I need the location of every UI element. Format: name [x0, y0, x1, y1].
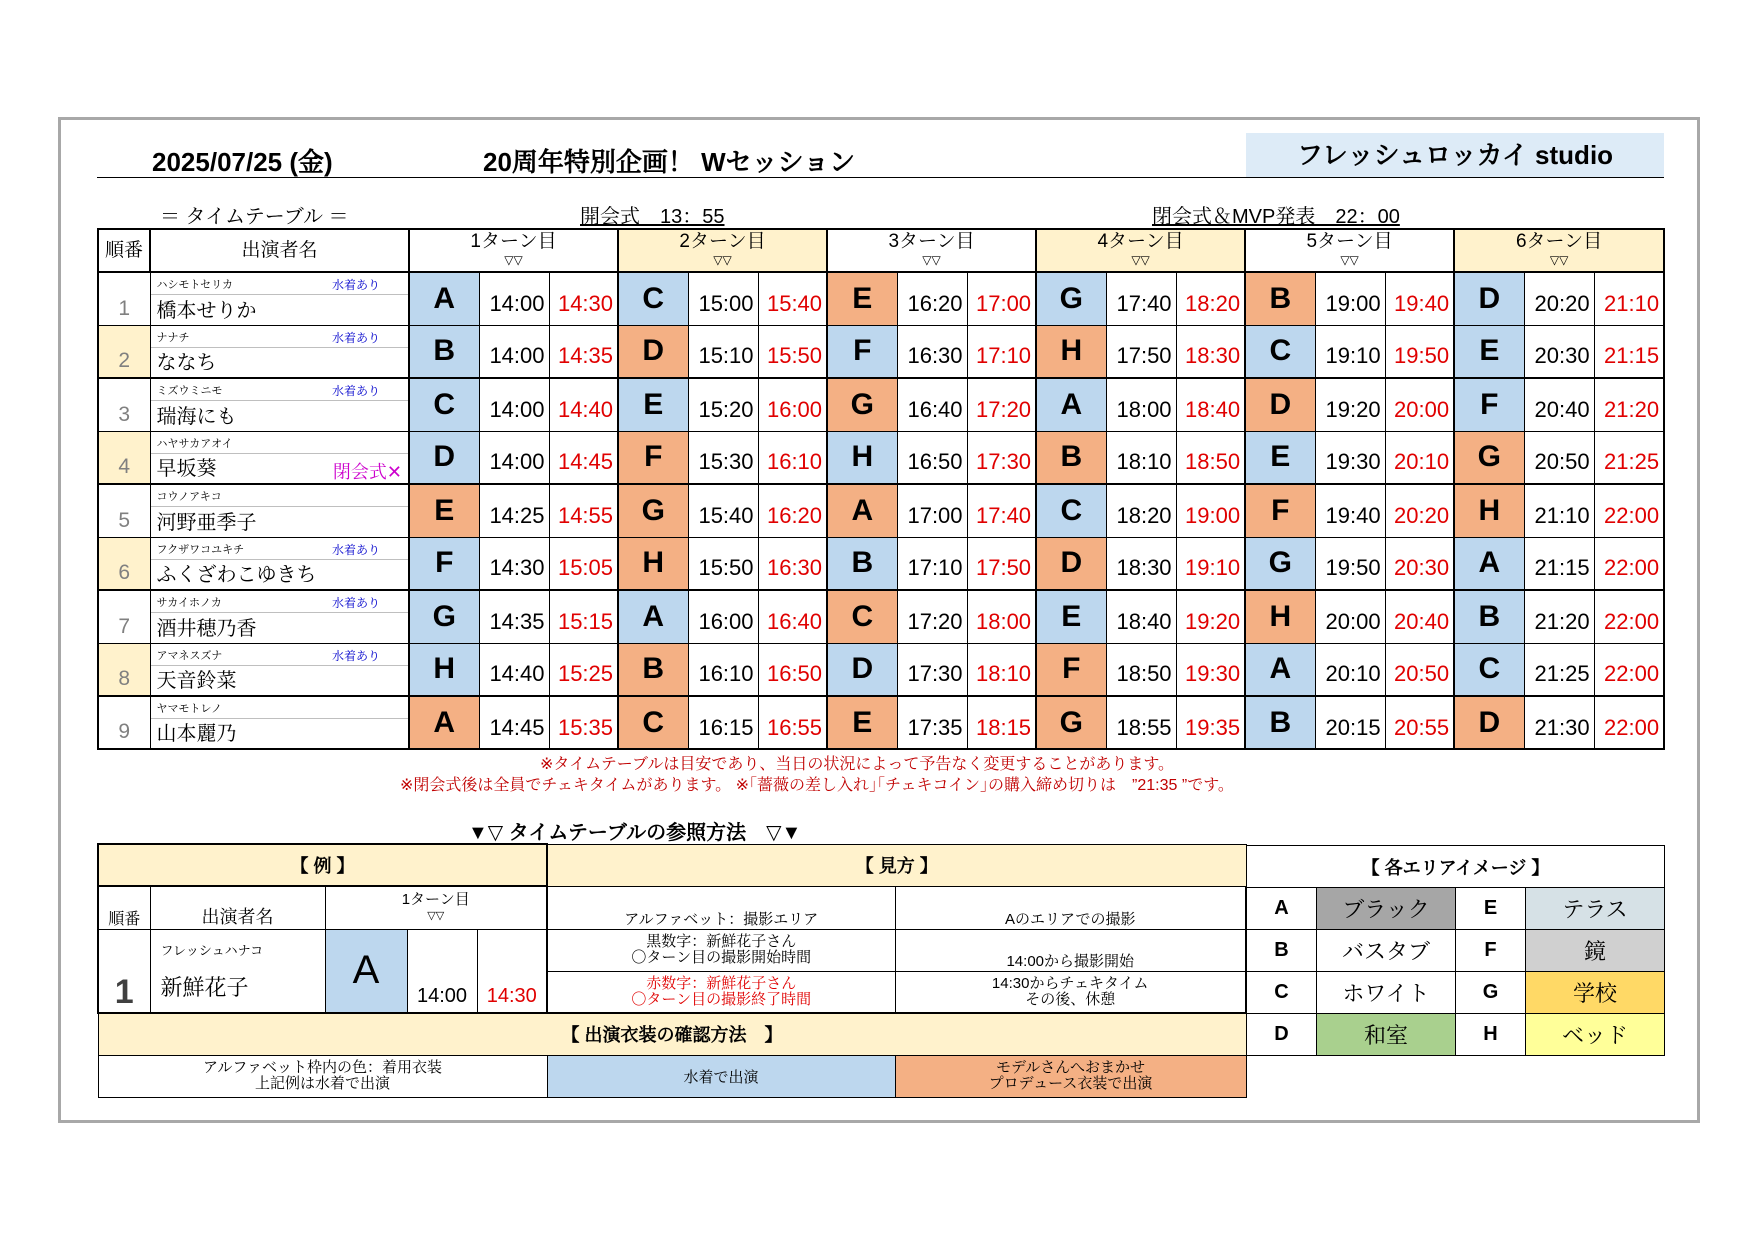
performer-name: 天音鈴菜 — [156, 670, 237, 692]
area-table — [1246, 845, 1665, 1056]
table-row — [98, 272, 1664, 325]
end-time: 17:40 — [967, 484, 1036, 537]
performer-kana: アマネスズナ — [156, 649, 223, 662]
area-name: ベッド — [1526, 1014, 1665, 1056]
start-time: 14:35 — [479, 590, 549, 643]
start-time: 16:20 — [897, 272, 967, 325]
end-time: 19:50 — [1385, 325, 1454, 378]
end-time: 17:20 — [967, 378, 1036, 431]
area-letter: C — [1036, 484, 1106, 537]
start-time: 14:45 — [479, 696, 549, 749]
end-time: 18:20 — [1176, 272, 1245, 325]
area-letter: H — [618, 537, 688, 590]
costume-model: モデルさんへおまかせ プロデュース衣装で出演 — [895, 1055, 1246, 1097]
table-row — [98, 590, 1664, 643]
start-time: 14:00 — [479, 378, 549, 431]
area-letter: C — [827, 590, 897, 643]
end-time: 18:50 — [1176, 431, 1245, 484]
start-time: 17:20 — [897, 590, 967, 643]
event-date: 2025/07/25 (金) — [152, 147, 333, 177]
end-time: 20:55 — [1385, 696, 1454, 749]
end-time: 17:00 — [967, 272, 1036, 325]
timetable — [97, 228, 1665, 750]
performer-note: 水着あり — [331, 648, 380, 663]
view-header: 【 見方 】 — [547, 844, 1246, 886]
end-time: 17:10 — [967, 325, 1036, 378]
start-time: 16:10 — [688, 643, 758, 696]
ex-name-label: 出演者名 — [150, 886, 325, 929]
area-letter: H — [1245, 590, 1315, 643]
start-time: 15:30 — [688, 431, 758, 484]
area-letter: G — [1454, 431, 1524, 484]
area-letter: E — [1245, 431, 1315, 484]
area-letter: G — [618, 484, 688, 537]
start-time: 14:25 — [479, 484, 549, 537]
performer-name: 早坂葵 — [156, 458, 217, 480]
end-time: 16:00 — [758, 378, 827, 431]
performer-cell — [150, 537, 409, 590]
end-time: 15:50 — [758, 325, 827, 378]
view-area-desc: アルファベット：撮影エリア — [547, 886, 895, 929]
performer-note: 水着あり — [331, 596, 380, 610]
start-time: 19:30 — [1315, 431, 1385, 484]
area-letter: B — [1245, 696, 1315, 749]
area-letter: A — [827, 484, 897, 537]
area-letter: B — [1454, 590, 1524, 643]
table-row — [98, 325, 1664, 378]
view-start-desc: 黒数字：新鮮花子さん 〇ターン目の撮影開始時間 — [547, 929, 895, 971]
area-letter: E — [827, 272, 897, 325]
end-time: 22:00 — [1594, 590, 1664, 643]
area-row — [1247, 1014, 1665, 1056]
area-letter: B — [409, 325, 479, 378]
timetable-label: ＝ タイムテーブル ＝ — [160, 206, 349, 228]
performer-note: 水着あり — [331, 278, 380, 292]
area-letter: B — [827, 537, 897, 590]
end-time: 19:35 — [1176, 696, 1245, 749]
start-time: 18:55 — [1106, 696, 1176, 749]
performer-cell — [150, 272, 409, 325]
start-time: 19:50 — [1315, 537, 1385, 590]
performer-name: 瑞海にも — [156, 405, 237, 428]
area-letter: A — [1454, 537, 1524, 590]
area-letter: G — [1036, 696, 1106, 749]
area-key: G — [1456, 972, 1526, 1014]
view-end-desc: 赤数字：新鮮花子さん 〇ターン目の撮影終了時間 — [547, 971, 895, 1013]
start-time: 21:15 — [1524, 537, 1594, 590]
start-time: 15:10 — [688, 325, 758, 378]
end-time: 15:40 — [758, 272, 827, 325]
performer-kana: フクザワコユキチ — [156, 543, 245, 556]
area-letter: A — [1036, 378, 1106, 431]
area-letter: A — [409, 272, 479, 325]
end-time: 21:15 — [1594, 325, 1664, 378]
area-row — [1247, 930, 1665, 972]
area-row — [1247, 888, 1665, 930]
end-time: 16:10 — [758, 431, 827, 484]
start-time: 21:20 — [1524, 590, 1594, 643]
end-time: 15:15 — [549, 590, 618, 643]
row-num: 8 — [98, 643, 150, 696]
performer-name: ふくざわこゆきち — [156, 564, 317, 586]
performer-cell — [150, 431, 409, 484]
row-num: 2 — [98, 325, 150, 378]
area-letter: D — [827, 643, 897, 696]
end-time: 16:20 — [758, 484, 827, 537]
area-name: バスタブ — [1317, 930, 1456, 972]
end-time: 15:35 — [549, 696, 618, 749]
example-header: 【 例 】 — [98, 844, 547, 886]
start-time: 18:20 — [1106, 484, 1176, 537]
timetable-body — [98, 272, 1664, 749]
table-row — [98, 431, 1664, 484]
area-letter: F — [1245, 484, 1315, 537]
col-name-header: 出演者名 — [150, 229, 409, 272]
start-time: 20:20 — [1524, 272, 1594, 325]
area-letter: E — [618, 378, 688, 431]
performer-kana: ヤマモトレノ — [156, 703, 223, 715]
start-time: 17:40 — [1106, 272, 1176, 325]
start-time: 18:10 — [1106, 431, 1176, 484]
row-num: 3 — [98, 378, 150, 431]
start-time: 17:10 — [897, 537, 967, 590]
howto-title: ▼▽ タイムテーブルの参照方法 ▽▼ — [468, 822, 802, 844]
ex-name: 新鮮花子 — [160, 974, 249, 1000]
ex-num: 1 — [98, 929, 150, 1013]
start-time: 19:20 — [1315, 378, 1385, 431]
performer-kana: ナナチ — [156, 331, 190, 344]
area-name: ブラック — [1317, 888, 1456, 930]
start-time: 18:00 — [1106, 378, 1176, 431]
area-letter: D — [1454, 696, 1524, 749]
area-list — [1247, 888, 1665, 1056]
start-time: 14:30 — [479, 537, 549, 590]
col-turn-6: 6ターン目 ▽▽ — [1454, 229, 1664, 272]
area-letter: E — [827, 696, 897, 749]
col-turn-4: 4ターン目 ▽▽ — [1036, 229, 1245, 272]
start-time: 16:50 — [897, 431, 967, 484]
start-time: 18:30 — [1106, 537, 1176, 590]
start-time: 14:00 — [479, 272, 549, 325]
start-time: 20:30 — [1524, 325, 1594, 378]
end-time: 22:00 — [1594, 537, 1664, 590]
end-time: 19:40 — [1385, 272, 1454, 325]
performer-cell — [150, 484, 409, 537]
ex-end-time: 14:30 — [477, 929, 547, 1013]
end-time: 17:30 — [967, 431, 1036, 484]
area-letter: E — [409, 484, 479, 537]
end-time: 14:40 — [549, 378, 618, 431]
event-title: 20周年特別企画！ Wセッション — [483, 147, 856, 177]
start-time: 16:30 — [897, 325, 967, 378]
performer-name: 河野亜季子 — [156, 511, 257, 534]
performer-note: 閉会式✕ — [332, 461, 402, 482]
performer-kana: ミズウミニモ — [156, 385, 223, 397]
end-time: 14:45 — [549, 431, 618, 484]
area-letter: D — [1036, 537, 1106, 590]
area-letter: F — [827, 325, 897, 378]
row-num: 9 — [98, 696, 150, 749]
end-time: 19:30 — [1176, 643, 1245, 696]
ex-start-time: 14:00 — [407, 929, 477, 1013]
costume-header: 【 出演衣装の確認方法 】 — [98, 1013, 1246, 1055]
area-letter: G — [1245, 537, 1315, 590]
area-letter: E — [1454, 325, 1524, 378]
area-letter: D — [1245, 378, 1315, 431]
area-letter: F — [1454, 378, 1524, 431]
area-letter: C — [409, 378, 479, 431]
end-time: 18:10 — [967, 643, 1036, 696]
col-num-header: 順番 — [98, 229, 150, 272]
start-time: 19:40 — [1315, 484, 1385, 537]
end-time: 15:25 — [549, 643, 618, 696]
ex-name-cell — [150, 929, 325, 1013]
start-time: 14:00 — [479, 431, 549, 484]
start-time: 20:00 — [1315, 590, 1385, 643]
performer-name: 酒井穂乃香 — [156, 617, 257, 640]
end-time: 21:10 — [1594, 272, 1664, 325]
end-time: 18:40 — [1176, 378, 1245, 431]
table-row — [98, 378, 1664, 431]
end-time: 21:20 — [1594, 378, 1664, 431]
area-letter: C — [618, 696, 688, 749]
area-key: C — [1247, 972, 1317, 1014]
table-row — [98, 696, 1664, 749]
view-area-example: Aのエリアでの撮影 — [895, 886, 1246, 929]
area-letter: F — [409, 537, 479, 590]
closing-time: 閉会式＆MVP発表 22：00 — [1152, 206, 1400, 228]
area-letter: E — [1036, 590, 1106, 643]
howto-table — [97, 843, 1247, 1098]
start-time: 19:00 — [1315, 272, 1385, 325]
area-name: ホワイト — [1317, 972, 1456, 1014]
area-letter: D — [1454, 272, 1524, 325]
table-row — [98, 643, 1664, 696]
view-start-example: 14:00から撮影開始 — [895, 929, 1246, 971]
row-num: 4 — [98, 431, 150, 484]
opening-time: 開会式 13：55 — [580, 206, 725, 228]
table-row — [98, 537, 1664, 590]
start-time: 17:50 — [1106, 325, 1176, 378]
area-name: 鏡 — [1526, 930, 1665, 972]
performer-name: ななち — [156, 352, 217, 374]
area-letter: C — [1245, 325, 1315, 378]
area-row — [1247, 972, 1665, 1014]
area-letter: A — [618, 590, 688, 643]
start-time: 15:40 — [688, 484, 758, 537]
area-letter: H — [409, 643, 479, 696]
start-time: 14:40 — [479, 643, 549, 696]
end-time: 18:00 — [967, 590, 1036, 643]
performer-kana: サカイホノカ — [156, 597, 222, 609]
end-time: 19:20 — [1176, 590, 1245, 643]
start-time: 17:00 — [897, 484, 967, 537]
area-key: F — [1456, 930, 1526, 972]
area-letter: B — [618, 643, 688, 696]
ex-area: A — [325, 929, 407, 1013]
start-time: 15:00 — [688, 272, 758, 325]
costume-desc: アルファベット枠内の色：着用衣装 上記例は水着で出演 — [98, 1055, 547, 1097]
area-letter: H — [1036, 325, 1106, 378]
area-letter: C — [618, 272, 688, 325]
col-turn-5: 5ターン目 ▽▽ — [1245, 229, 1454, 272]
row-num: 5 — [98, 484, 150, 537]
area-letter: H — [1454, 484, 1524, 537]
performer-note: 水着あり — [331, 330, 380, 345]
end-time: 17:50 — [967, 537, 1036, 590]
ex-kana: フレッシュハナコ — [160, 942, 264, 958]
area-key: B — [1247, 930, 1317, 972]
performer-cell — [150, 643, 409, 696]
start-time: 16:15 — [688, 696, 758, 749]
end-time: 19:10 — [1176, 537, 1245, 590]
performer-note: 水着あり — [331, 542, 380, 557]
area-letter: H — [827, 431, 897, 484]
ex-turn-label: 1ターン目 ▽▽ — [325, 886, 547, 929]
start-time: 20:40 — [1524, 378, 1594, 431]
area-letter: B — [1245, 272, 1315, 325]
end-time: 22:00 — [1594, 643, 1664, 696]
start-time: 15:20 — [688, 378, 758, 431]
end-time: 18:30 — [1176, 325, 1245, 378]
area-letter: F — [1036, 643, 1106, 696]
end-time: 20:10 — [1385, 431, 1454, 484]
area-letter: A — [409, 696, 479, 749]
col-turn-2: 2ターン目 ▽▽ — [618, 229, 827, 272]
ex-num-label: 順番 — [98, 886, 150, 929]
area-letter: A — [1245, 643, 1315, 696]
start-time: 20:50 — [1524, 431, 1594, 484]
note-cheki-time: ※閉会式後は全員でチェキタイムがあります。 ※｢薔薇の差し入れ｣｢チェキコイン｣の購入締め切りは ”21:35 ”です。 — [400, 777, 1234, 794]
performer-kana: コウノアキコ — [156, 491, 222, 503]
start-time: 17:35 — [897, 696, 967, 749]
area-key: D — [1247, 1014, 1317, 1056]
area-letter: D — [409, 431, 479, 484]
col-turn-3: 3ターン目 ▽▽ — [827, 229, 1036, 272]
header-divider — [97, 177, 1664, 178]
row-num: 7 — [98, 590, 150, 643]
area-title: 【 各エリアイメージ 】 — [1247, 846, 1665, 888]
start-time: 21:25 — [1524, 643, 1594, 696]
area-name: テラス — [1526, 888, 1665, 930]
area-key: E — [1456, 888, 1526, 930]
start-time: 15:50 — [688, 537, 758, 590]
end-time: 20:20 — [1385, 484, 1454, 537]
area-letter: D — [618, 325, 688, 378]
performer-note: 水着あり — [331, 384, 380, 398]
performer-name: 橋本せりか — [156, 299, 257, 322]
table-row — [98, 484, 1664, 537]
timetable-header — [98, 229, 1664, 272]
end-time: 20:30 — [1385, 537, 1454, 590]
start-time: 19:10 — [1315, 325, 1385, 378]
start-time: 18:50 — [1106, 643, 1176, 696]
start-time: 20:10 — [1315, 643, 1385, 696]
area-letter: B — [1036, 431, 1106, 484]
end-time: 22:00 — [1594, 484, 1664, 537]
performer-cell — [150, 378, 409, 431]
performer-cell — [150, 325, 409, 378]
end-time: 19:00 — [1176, 484, 1245, 537]
row-num: 1 — [98, 272, 150, 325]
area-letter: F — [618, 431, 688, 484]
start-time: 20:15 — [1315, 696, 1385, 749]
studio-name: フレッシュロッカイ studio — [1246, 133, 1664, 177]
performer-name: 山本麗乃 — [156, 723, 237, 745]
end-time: 16:40 — [758, 590, 827, 643]
end-time: 16:30 — [758, 537, 827, 590]
end-time: 21:25 — [1594, 431, 1664, 484]
start-time: 18:40 — [1106, 590, 1176, 643]
performer-cell — [150, 696, 409, 749]
end-time: 16:55 — [758, 696, 827, 749]
area-key: H — [1456, 1014, 1526, 1056]
start-time: 14:00 — [479, 325, 549, 378]
end-time: 14:55 — [549, 484, 618, 537]
end-time: 16:50 — [758, 643, 827, 696]
area-letter: G — [1036, 272, 1106, 325]
costume-swimsuit: 水着で出演 — [547, 1055, 895, 1097]
view-end-example: 14:30からチェキタイム その後、休憩 — [895, 971, 1246, 1013]
row-num: 6 — [98, 537, 150, 590]
note-schedule-change: ※タイムテーブルは目安であり、当日の状況によって予告なく変更することがあります。 — [540, 756, 1175, 773]
area-letter: G — [409, 590, 479, 643]
end-time: 18:15 — [967, 696, 1036, 749]
end-time: 15:05 — [549, 537, 618, 590]
start-time: 17:30 — [897, 643, 967, 696]
area-letter: C — [1454, 643, 1524, 696]
area-letter: G — [827, 378, 897, 431]
area-name: 和室 — [1317, 1014, 1456, 1056]
end-time: 14:30 — [549, 272, 618, 325]
start-time: 16:00 — [688, 590, 758, 643]
start-time: 21:30 — [1524, 696, 1594, 749]
start-time: 16:40 — [897, 378, 967, 431]
area-name: 学校 — [1526, 972, 1665, 1014]
performer-kana: ハヤサカアオイ — [156, 437, 233, 450]
area-key: A — [1247, 888, 1317, 930]
start-time: 21:10 — [1524, 484, 1594, 537]
end-time: 22:00 — [1594, 696, 1664, 749]
end-time: 20:50 — [1385, 643, 1454, 696]
performer-cell — [150, 590, 409, 643]
end-time: 14:35 — [549, 325, 618, 378]
end-time: 20:40 — [1385, 590, 1454, 643]
col-turn-1: 1ターン目 ▽▽ — [409, 229, 618, 272]
end-time: 20:00 — [1385, 378, 1454, 431]
performer-kana: ハシモトセリカ — [156, 279, 234, 291]
